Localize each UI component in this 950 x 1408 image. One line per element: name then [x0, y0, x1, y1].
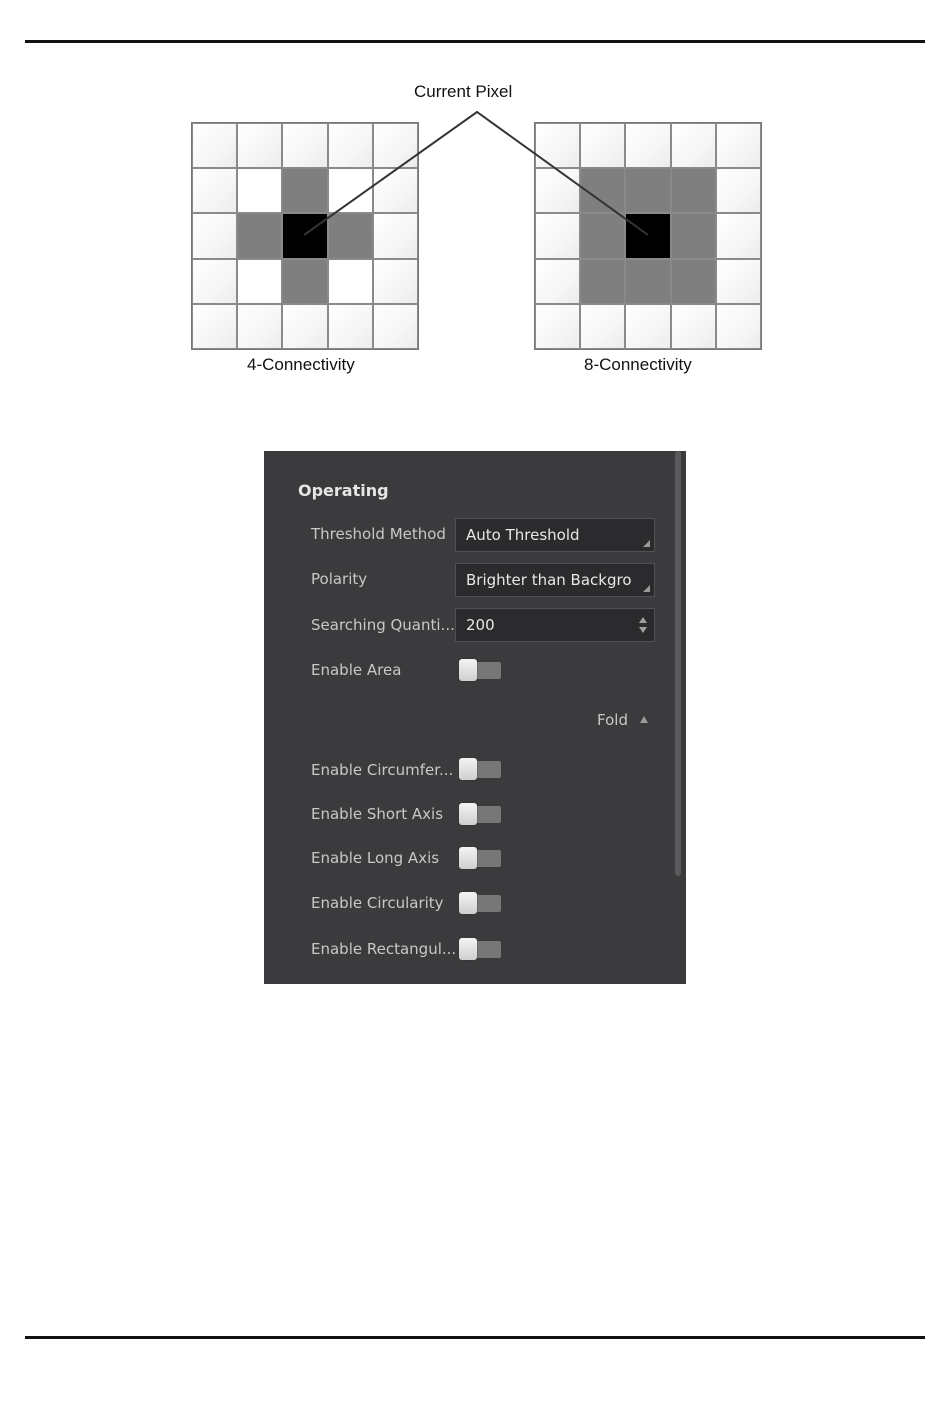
enable-circumference-toggle[interactable] — [459, 758, 501, 780]
eight-connectivity-caption: 8-Connectivity — [584, 355, 692, 374]
four-connectivity-caption: 4-Connectivity — [247, 355, 355, 374]
threshold-method-label: Threshold Method — [311, 525, 446, 543]
enable-short-axis-label: Enable Short Axis — [311, 805, 444, 823]
searching-quantity-value: 200 — [466, 616, 495, 634]
enable-short-axis-toggle[interactable] — [459, 803, 501, 825]
threshold-method-select[interactable] — [455, 518, 655, 552]
toggle-knob — [459, 758, 477, 780]
fold-button[interactable]: Fold — [597, 711, 628, 729]
dropdown-corner-icon — [643, 585, 650, 592]
polarity-select[interactable] — [455, 563, 655, 597]
toggle-knob — [459, 892, 477, 914]
polarity-label: Polarity — [311, 570, 368, 588]
polarity-value: Brighter than Backgro — [466, 571, 632, 589]
enable-circumference-label: Enable Circumfer... — [311, 761, 454, 779]
toggle-knob — [459, 803, 477, 825]
enable-area-label: Enable Area — [311, 661, 402, 679]
enable-circularity-label: Enable Circularity — [311, 894, 444, 912]
dropdown-corner-icon — [643, 540, 650, 547]
enable-rectangularity-toggle[interactable] — [459, 938, 501, 960]
enable-long-axis-label: Enable Long Axis — [311, 849, 440, 867]
toggle-knob — [459, 847, 477, 869]
connectivity-figure — [0, 0, 950, 420]
searching-quantity-stepper[interactable] — [455, 608, 655, 642]
toggle-knob — [459, 938, 477, 960]
searching-quantity-label: Searching Quanti... — [311, 616, 455, 634]
toggle-knob — [459, 659, 477, 681]
section-title: Operating — [298, 481, 389, 500]
threshold-method-value: Auto Threshold — [466, 526, 580, 544]
bottom-rule — [25, 1336, 925, 1339]
enable-area-toggle[interactable] — [459, 659, 501, 681]
panel-scrollbar[interactable] — [675, 451, 681, 876]
enable-rectangularity-label: Enable Rectangul... — [311, 940, 457, 958]
pointer-lines — [0, 0, 950, 420]
fold-up-icon[interactable] — [640, 716, 648, 723]
spinner-arrows-icon[interactable] — [638, 615, 648, 635]
enable-long-axis-toggle[interactable] — [459, 847, 501, 869]
operating-panel — [264, 451, 686, 984]
current-pixel-label: Current Pixel — [414, 82, 513, 101]
enable-circularity-toggle[interactable] — [459, 892, 501, 914]
